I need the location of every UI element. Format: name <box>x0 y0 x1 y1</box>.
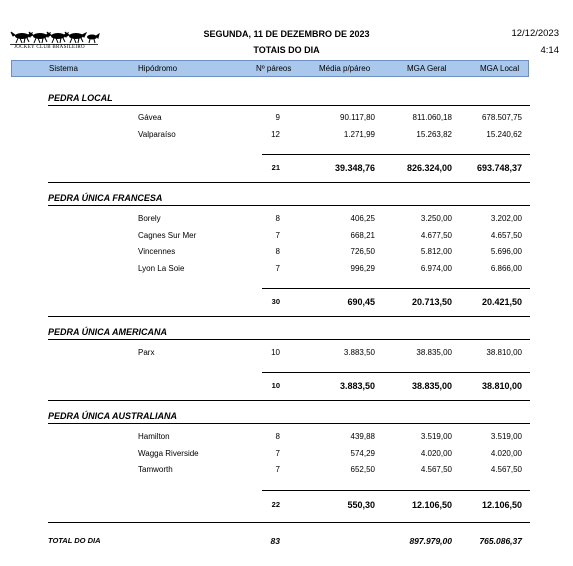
section-divider <box>48 400 530 401</box>
geral-cell: 4.020,00 <box>420 449 452 458</box>
pareos-cell: 12 <box>271 130 280 139</box>
local-cell: 3.202,00 <box>490 214 522 223</box>
media-cell: 439,88 <box>350 432 375 441</box>
table-row <box>0 113 573 125</box>
table-row <box>0 231 573 243</box>
section-divider <box>48 339 530 340</box>
local-cell: 4.567,50 <box>490 465 522 474</box>
table-row <box>0 247 573 259</box>
pareos-cell: 10 <box>271 348 280 357</box>
local-cell: 3.519,00 <box>490 432 522 441</box>
pareos-cell: 9 <box>275 113 280 122</box>
subtotal-local: 12.106,50 <box>481 500 522 510</box>
col-sistema: Sistema <box>49 64 78 73</box>
geral-cell: 38.835,00 <box>416 348 452 357</box>
hipodromo-cell: Borely <box>138 214 161 223</box>
pareos-cell: 7 <box>275 231 280 240</box>
local-cell: 15.240,62 <box>486 130 522 139</box>
column-header-bar <box>11 60 529 77</box>
subtotal-geral: 20.713,50 <box>411 297 452 307</box>
table-row <box>0 432 573 444</box>
section-divider <box>48 522 530 523</box>
table-row <box>0 348 573 360</box>
local-cell: 5.696,00 <box>490 247 522 256</box>
local-cell: 678.507,75 <box>481 113 522 122</box>
subtotal-media: 550,30 <box>347 500 375 510</box>
hipodromo-cell: Vincennes <box>138 247 176 256</box>
table-row <box>0 264 573 276</box>
subtotal-row <box>0 500 573 512</box>
media-cell: 652,50 <box>350 465 375 474</box>
print-date: 12/12/2023 <box>511 28 559 39</box>
report-date-title: SEGUNDA, 11 DE DEZEMBRO DE 2023 <box>203 29 370 39</box>
table-row <box>0 449 573 461</box>
subtotal-media: 39.348,76 <box>334 163 375 173</box>
col-mga-geral: MGA Geral <box>407 64 447 73</box>
pareos-cell: 8 <box>275 214 280 223</box>
subtotal-divider <box>262 154 530 155</box>
subtotal-divider <box>262 372 530 373</box>
subtotal-pareos: 30 <box>271 297 280 306</box>
subtotal-row <box>0 381 573 393</box>
geral-cell: 3.519,00 <box>420 432 452 441</box>
col-hipodromo: Hipódromo <box>138 64 178 73</box>
subtotal-row <box>0 163 573 175</box>
grand-total-local: 765.086,37 <box>479 536 522 546</box>
pareos-cell: 8 <box>275 432 280 441</box>
hipodromo-cell: Gávea <box>138 113 162 122</box>
print-time: 4:14 <box>540 45 559 56</box>
section-title: PEDRA ÚNICA AMERICANA <box>48 327 167 337</box>
grand-total-row <box>0 536 573 548</box>
hipodromo-cell: Cagnes Sur Mer <box>138 231 197 240</box>
grand-total-geral: 897.979,00 <box>409 536 452 546</box>
section-divider <box>48 105 530 106</box>
subtotal-local: 20.421,50 <box>481 297 522 307</box>
media-cell: 668,21 <box>350 231 375 240</box>
subtotal-divider <box>262 490 530 491</box>
subtotal-local: 693.748,37 <box>476 163 522 173</box>
geral-cell: 3.250,00 <box>420 214 452 223</box>
media-cell: 3.883,50 <box>343 348 375 357</box>
hipodromo-cell: Lyon La Soie <box>138 264 185 273</box>
col-pareos: Nº páreos <box>256 64 292 73</box>
col-mga-local: MGA Local <box>480 64 520 73</box>
hipodromo-cell: Tamworth <box>138 465 173 474</box>
pareos-cell: 8 <box>275 247 280 256</box>
grand-total-pareos: 83 <box>270 536 280 546</box>
geral-cell: 15.263,82 <box>416 130 452 139</box>
media-cell: 1.271,99 <box>343 130 375 139</box>
geral-cell: 4.567,50 <box>420 465 452 474</box>
pareos-cell: 7 <box>275 465 280 474</box>
local-cell: 4.657,50 <box>490 231 522 240</box>
media-cell: 90.117,80 <box>340 113 375 122</box>
table-row <box>0 130 573 142</box>
section-divider <box>48 182 530 183</box>
section-divider <box>48 316 530 317</box>
subtotal-row <box>0 297 573 309</box>
subtotal-geral: 38.835,00 <box>411 381 452 391</box>
media-cell: 574,29 <box>350 449 375 458</box>
col-media: Média p/páreo <box>319 64 371 73</box>
pareos-cell: 7 <box>275 449 280 458</box>
section-divider <box>48 423 530 424</box>
geral-cell: 811.060,18 <box>412 113 452 122</box>
hipodromo-cell: Parx <box>138 348 155 357</box>
subtotal-local: 38.810,00 <box>481 381 522 391</box>
geral-cell: 6.974,00 <box>420 264 452 273</box>
section-divider <box>48 205 530 206</box>
subtotal-pareos: 10 <box>271 381 280 390</box>
subtotal-pareos: 21 <box>271 163 280 172</box>
subtotal-divider <box>262 288 530 289</box>
subtotal-pareos: 22 <box>271 500 280 509</box>
hipodromo-cell: Wagga Riverside <box>138 449 199 458</box>
subtotal-geral: 12.106,50 <box>411 500 452 510</box>
local-cell: 4.020,00 <box>490 449 522 458</box>
geral-cell: 4.677,50 <box>420 231 452 240</box>
hipodromo-cell: Valparaíso <box>138 130 176 139</box>
pareos-cell: 7 <box>275 264 280 273</box>
subtotal-geral: 826.324,00 <box>406 163 452 173</box>
geral-cell: 5.812,00 <box>420 247 452 256</box>
section-title: PEDRA LOCAL <box>48 93 113 103</box>
report-subtitle: TOTAIS DO DIA <box>253 45 320 55</box>
table-row <box>0 214 573 226</box>
media-cell: 406,25 <box>350 214 375 223</box>
logo-caption: JOCKEY CLUB BRASILEIRO <box>14 45 85 50</box>
table-row <box>0 465 573 477</box>
grand-total-label: TOTAL DO DIA <box>48 536 101 545</box>
media-cell: 996,29 <box>350 264 375 273</box>
local-cell: 6.866,00 <box>490 264 522 273</box>
subtotal-media: 3.883,50 <box>339 381 375 391</box>
section-title: PEDRA ÚNICA AUSTRALIANA <box>48 411 177 421</box>
hipodromo-cell: Hamilton <box>138 432 170 441</box>
section-title: PEDRA ÚNICA FRANCESA <box>48 193 163 203</box>
local-cell: 38.810,00 <box>486 348 522 357</box>
subtotal-media: 690,45 <box>347 297 375 307</box>
media-cell: 726,50 <box>350 247 375 256</box>
